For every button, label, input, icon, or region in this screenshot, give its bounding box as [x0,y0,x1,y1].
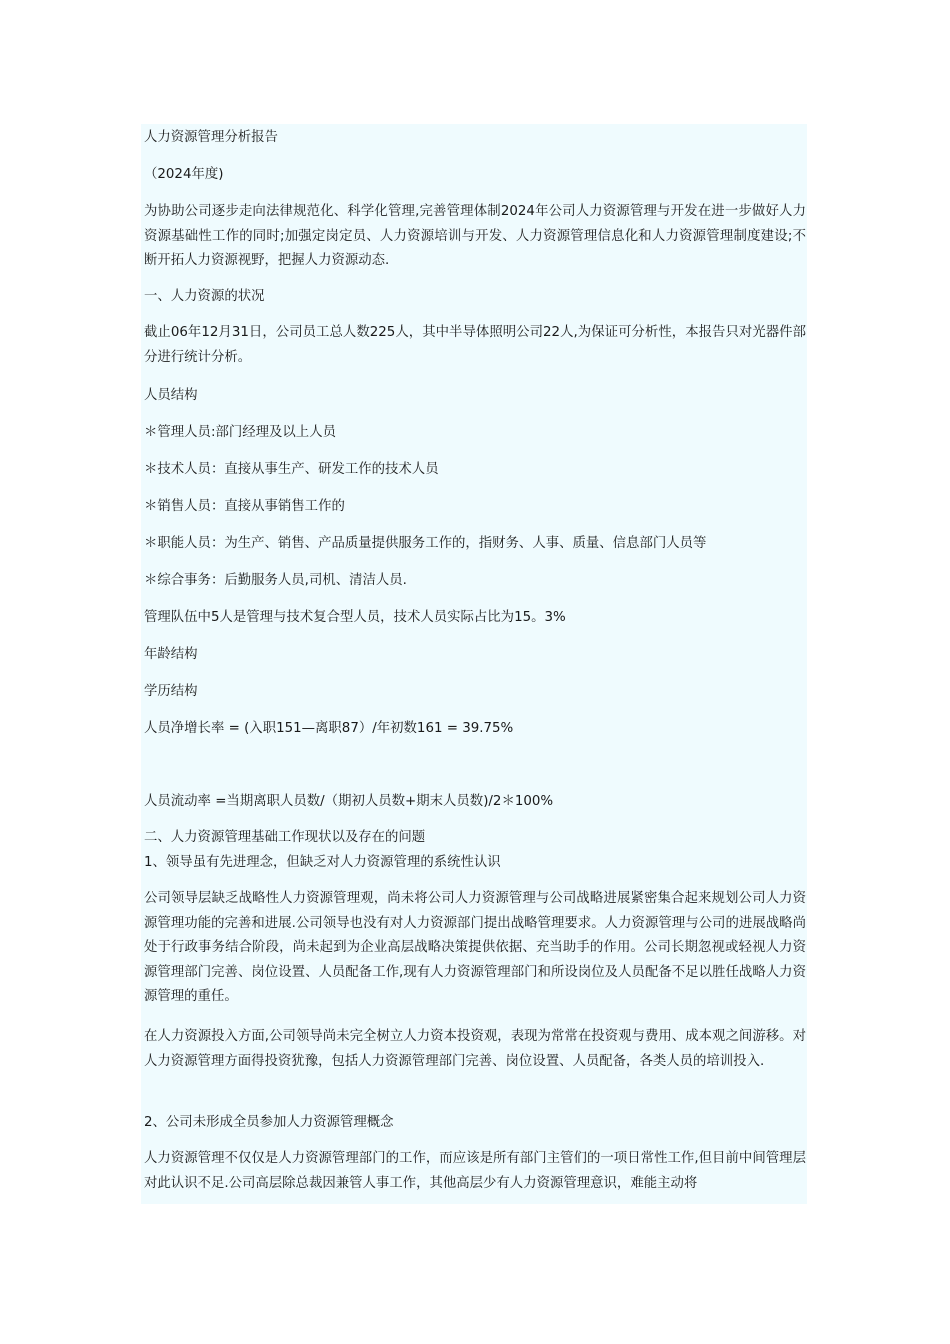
age-structure-heading: 年龄结构 [144,647,198,662]
category-technical: ＊技术人员：直接从事生产、研发工作的技术人员 [144,462,439,477]
subsection1-heading: 1、领导虽有先进理念，但缺乏对人力资源管理的系统性认识 [144,855,501,870]
turnover-rate: 人员流动率 =当期离职人员数/（期初人员数+期末人员数)/2＊100% [144,794,554,809]
net-growth-rate: 人员净增长率 = (入职151—离职87）/年初数161 = 39.75% [144,721,514,736]
management-note: 管理队伍中5人是管理与技术复合型人员，技术人员实际占比为15。3% [144,610,566,625]
participation-paragraph: 人力资源管理不仅仅是人力资源管理部门的工作，而应该是所有部门主管们的一项日常性工作,但目前中间管理层对此认识不足.公司高层除总裁因兼管人事工作，其他高层少有人力资源管理意识，难能主动将 [144,1151,806,1191]
report-year: （2024年度) [144,167,224,182]
category-general-affairs: ＊综合事务：后勤服务人员,司机、清洁人员. [144,573,407,588]
personnel-structure-heading: 人员结构 [144,388,198,403]
education-structure-heading: 学历结构 [144,684,198,699]
investment-paragraph: 在人力资源投入方面,公司领导尚未完全树立人力资本投资观，表现为常常在投资观与费用、成本观之间游移。对人力资源管理方面得投资犹豫，包括人力资源管理部门完善、岗位设置、人员配备，各类人员的培训投入. [144,1029,806,1069]
report-title: 人力资源管理分析报告 [144,130,278,145]
intro-paragraph: 为协助公司逐步走向法律规范化、科学化管理,完善管理体制2024年公司人力资源管理与开发在进一步做好人力资源基础性工作的同时;加强定岗定员、人力资源培训与开发、人力资源管理信息化和人力资源管理制度建设;不断开拓人力资源视野，把握人力资源动态. [144,204,806,268]
category-sales: ＊销售人员：直接从事销售工作的 [144,499,345,514]
section2-heading: 二、人力资源管理基础工作现状以及存在的问题 [144,830,426,845]
category-management: ＊管理人员:部门经理及以上人员 [144,425,336,440]
leadership-paragraph: 公司领导层缺乏战略性人力资源管理观，尚未将公司人力资源管理与公司战略进展紧密集合起来规划公司人力资源管理功能的完善和进展.公司领导也没有对人力资源部门提出战略管理要求。人力资源管理与公司的进展战略尚处于行政事务结合阶段，尚未起到为企业高层战略决策提供依据、充当助手的作用。公司长期忽视或轻视人力资源管理部门完善、岗位设置、人员配备工作,现有人力资源管理部门和所设岗位及人员配备不足以胜任战略人力资源管理的重任。 [144,891,806,1004]
staff-summary-paragraph: 截止06年12月31日，公司员工总人数225人，其中半导体照明公司22人,为保证可分析性，本报告只对光器件部分进行统计分析。 [144,325,806,365]
section1-heading: 一、人力资源的状况 [144,289,265,304]
document-content [141,124,807,1204]
subsection2-heading: 2、公司未形成全员参加人力资源管理概念 [144,1115,394,1130]
category-functional: ＊职能人员：为生产、销售、产品质量提供服务工作的，指财务、人事、质量、信息部门人员等 [144,536,707,551]
